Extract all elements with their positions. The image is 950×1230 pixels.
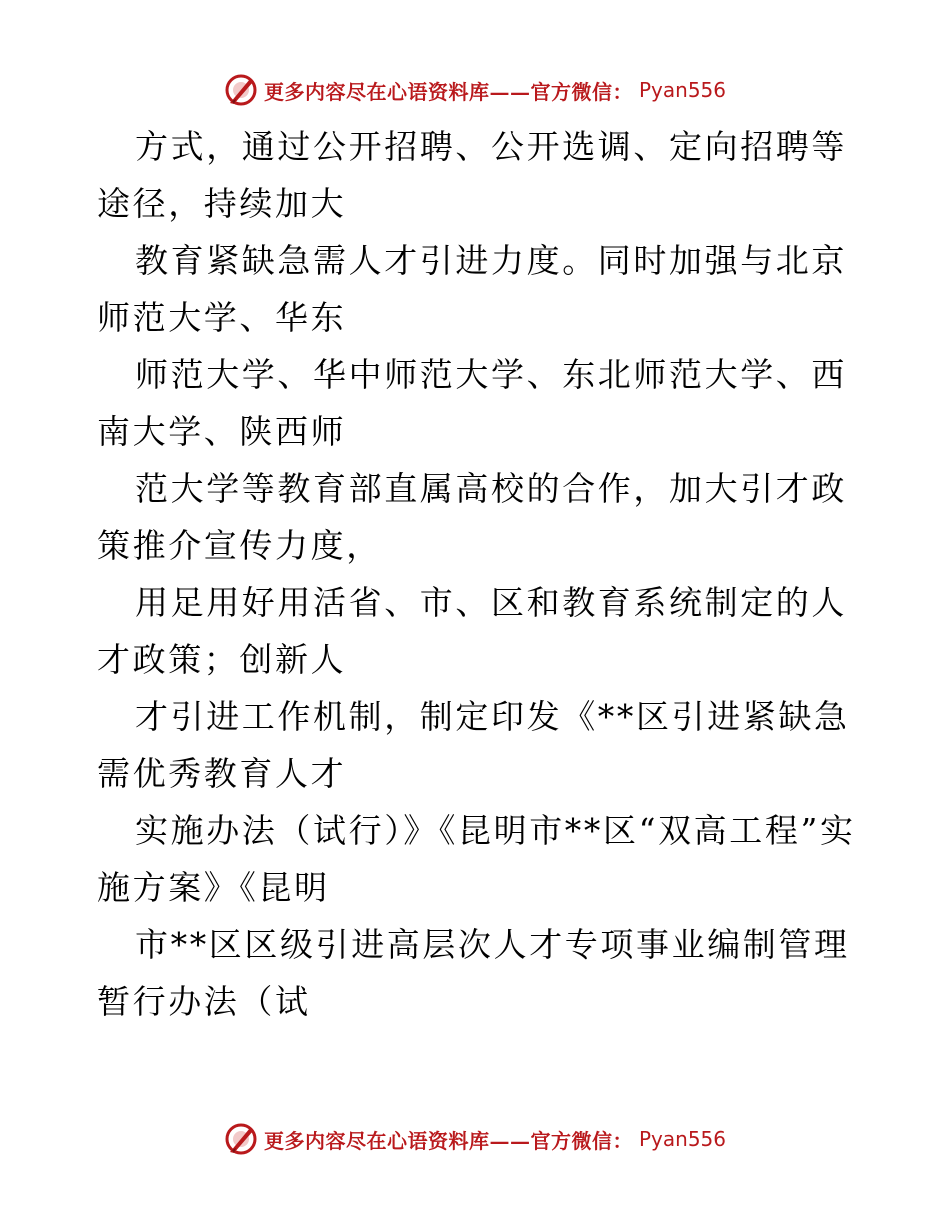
- watermark-wechat-id: Pyan556: [638, 1127, 726, 1151]
- watermark-wechat-id: Pyan556: [638, 78, 726, 102]
- watermark-text: 更多内容尽在心语资料库——官方微信：: [263, 79, 633, 104]
- document-body: [97, 118, 857, 1030]
- paragraph-2: 教育紧缺急需人才引进力度。同时加强与北京师范大学、华东: [97, 241, 847, 337]
- quill-pen-circle-icon: [224, 73, 258, 107]
- paragraph-5: 用足用好用活省、市、区和教育系统制定的人才政策；创新人: [97, 583, 847, 679]
- quill-pen-circle-icon: [224, 1122, 258, 1156]
- paragraph-3: 师范大学、华中师范大学、东北师范大学、西南大学、陕西师: [97, 355, 847, 451]
- paragraph-6: 才引进工作机制，制定印发《**区引进紧缺急需优秀教育人才: [97, 697, 850, 793]
- paragraph-7: 实施办法（试行）》《昆明市**区“双高工程”实施方案》《昆明: [97, 811, 856, 907]
- paragraph-4: 范大学等教育部直属高校的合作，加大引才政策推介宣传力度，: [97, 469, 847, 565]
- paragraph-1: 方式，通过公开招聘、公开选调、定向招聘等途径，持续加大: [97, 127, 847, 223]
- footer-watermark: [0, 1119, 950, 1159]
- watermark-text: 更多内容尽在心语资料库——官方微信：: [263, 1128, 633, 1153]
- header-watermark: [0, 70, 950, 110]
- paragraph-8: 市**区区级引进高层次人才专项事业编制管理暂行办法（试: [97, 925, 850, 1021]
